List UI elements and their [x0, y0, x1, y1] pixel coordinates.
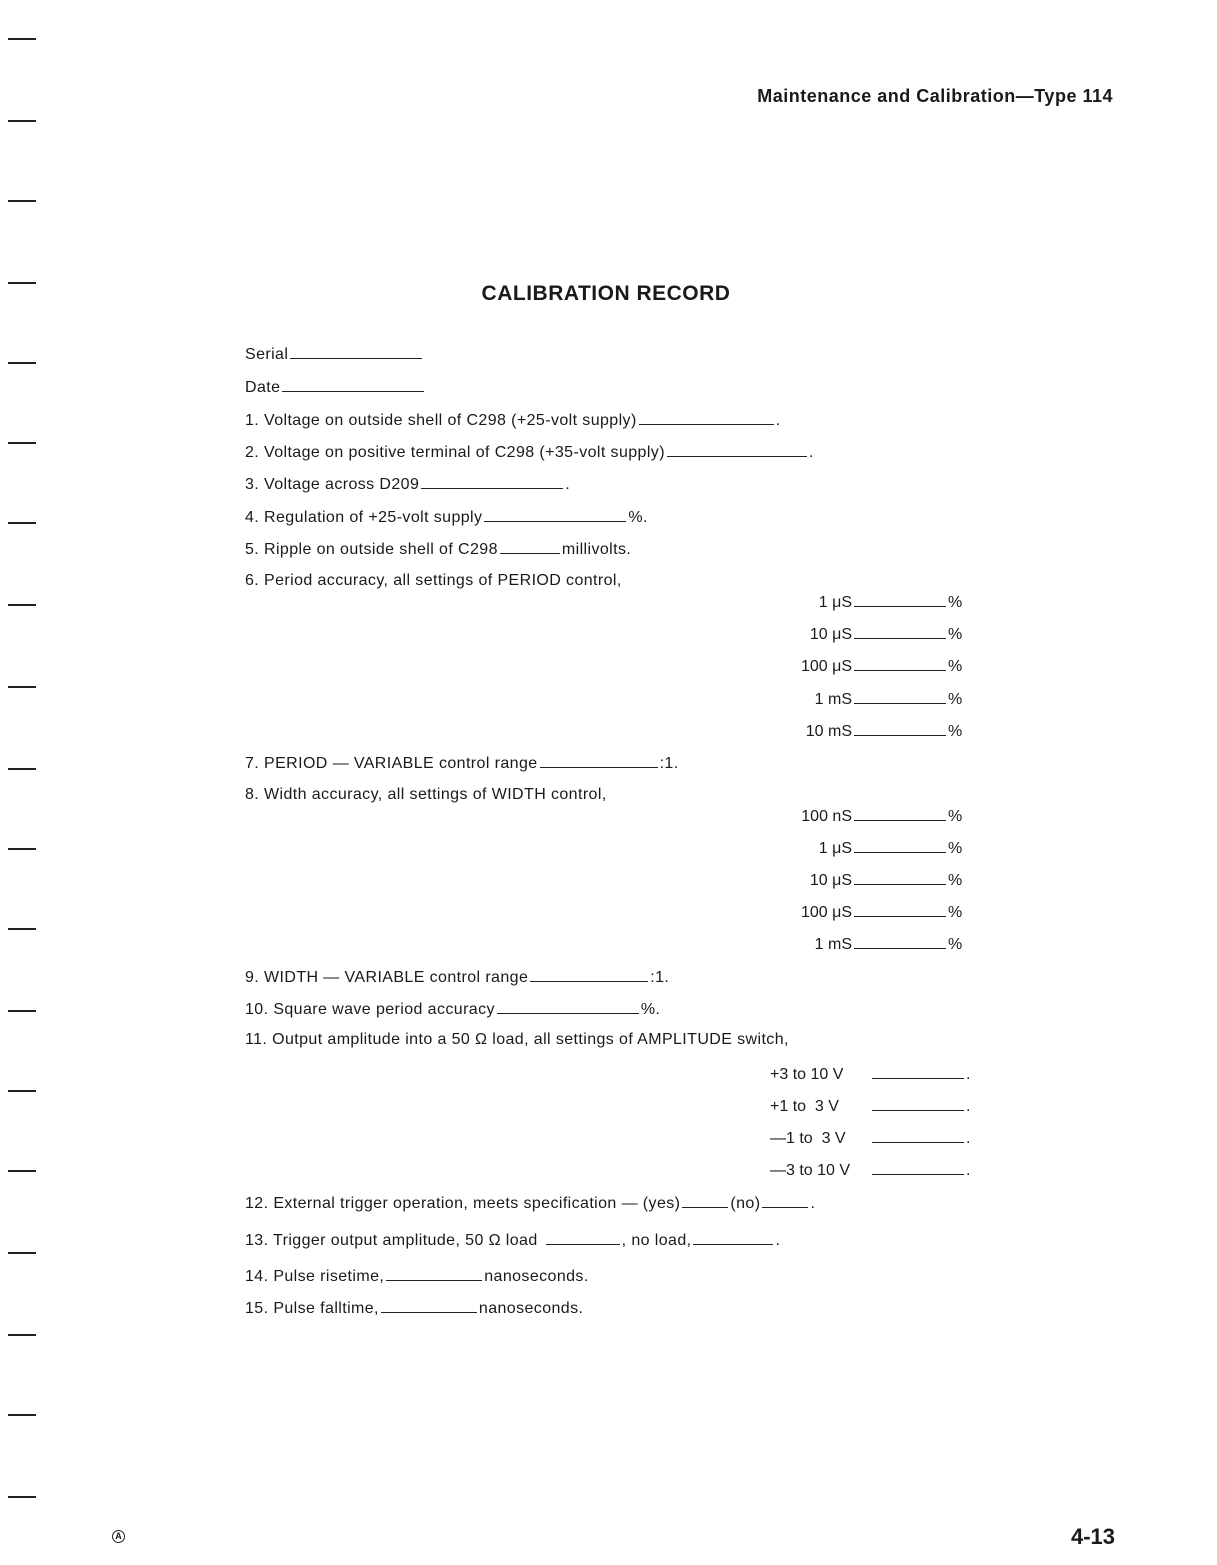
amplitude-setting-plus1-3 — [770, 1096, 970, 1116]
item-1 — [245, 410, 781, 430]
answer-blank[interactable] — [854, 902, 946, 917]
answer-blank[interactable] — [872, 1160, 964, 1175]
unit: % — [948, 904, 963, 921]
period-setting-1ms — [780, 689, 962, 709]
amplitude-setting-minus1-3 — [770, 1128, 970, 1148]
no-label: (no) — [730, 1195, 761, 1212]
item-end: nanoseconds. — [484, 1268, 589, 1285]
item-end: %. — [640, 1001, 661, 1018]
period-setting-1us — [780, 592, 962, 612]
answer-blank[interactable] — [667, 442, 807, 457]
item-2 — [245, 442, 814, 462]
item-text: Pulse risetime, — [273, 1268, 385, 1285]
item-3 — [245, 474, 570, 494]
no-load-blank[interactable] — [693, 1230, 773, 1245]
item-end: millivolts. — [561, 541, 632, 558]
item-14 — [245, 1266, 589, 1286]
binder-mark — [8, 1090, 36, 1092]
period-setting-10ms — [780, 721, 962, 741]
setting-label: 10 mS — [805, 723, 852, 740]
item-number: 2. — [245, 444, 260, 461]
item-end: . — [808, 444, 814, 461]
binder-mark — [8, 1252, 36, 1254]
width-setting-1ms — [780, 934, 962, 954]
setting-label: 10 μS — [809, 872, 852, 889]
answer-blank[interactable] — [540, 753, 658, 768]
answer-blank[interactable] — [854, 721, 946, 736]
unit: % — [948, 626, 963, 643]
item-text: Voltage on outside shell of C298 (+25-volt supply) — [264, 412, 637, 429]
item-number: 4. — [245, 509, 260, 526]
item-number: 15. — [245, 1300, 269, 1317]
answer-blank[interactable] — [854, 838, 946, 853]
binder-mark — [8, 1010, 36, 1012]
item-text: Ripple on outside shell of C298 — [264, 541, 498, 558]
yes-blank[interactable] — [682, 1193, 728, 1208]
date-label: Date — [245, 379, 281, 396]
serial-blank[interactable] — [290, 344, 422, 359]
item-text: WIDTH — VARIABLE control range — [264, 969, 529, 986]
running-header: Maintenance and Calibration—Type 114 — [757, 86, 1113, 106]
item-end: :1. — [659, 755, 679, 772]
binder-mark — [8, 200, 36, 202]
answer-blank[interactable] — [421, 474, 563, 489]
serial-label: Serial — [245, 346, 289, 363]
item-text: Period accuracy, all settings of PERIOD control, — [264, 572, 622, 589]
item-6 — [245, 572, 622, 590]
item-text: Square wave period accuracy — [273, 1001, 495, 1018]
item-end: . — [775, 412, 781, 429]
answer-blank[interactable] — [497, 999, 639, 1014]
period-setting-10us — [780, 624, 962, 644]
unit: % — [948, 691, 963, 708]
item-number: 3. — [245, 476, 260, 493]
amplitude-setting-plus3-10 — [770, 1064, 970, 1084]
unit: % — [948, 594, 963, 611]
binder-mark — [8, 1334, 36, 1336]
item-end: nanoseconds. — [478, 1300, 584, 1317]
item-5 — [245, 539, 631, 559]
binder-mark — [8, 768, 36, 770]
item-number: 6. — [245, 572, 260, 589]
binder-mark — [8, 1170, 36, 1172]
answer-blank[interactable] — [639, 410, 774, 425]
item-end: . — [966, 1066, 971, 1083]
item-number: 1. — [245, 412, 260, 429]
period-setting-100us — [780, 656, 962, 676]
unit: % — [948, 808, 963, 825]
binder-mark — [8, 38, 36, 40]
width-setting-1us — [780, 838, 962, 858]
answer-blank[interactable] — [386, 1266, 482, 1281]
binder-mark — [8, 522, 36, 524]
item-text: Voltage across D209 — [264, 476, 420, 493]
item-end: . — [966, 1098, 971, 1115]
publisher-logo: A — [112, 1530, 125, 1543]
unit: % — [948, 840, 963, 857]
binder-mark — [8, 848, 36, 850]
unit: % — [948, 936, 963, 953]
unit: % — [948, 872, 963, 889]
item-9 — [245, 967, 669, 987]
item-13 — [245, 1230, 780, 1250]
setting-label: —3 to 10 V — [770, 1162, 851, 1179]
setting-label: 1 mS — [814, 691, 852, 708]
item-number: 10. — [245, 1001, 269, 1018]
no-blank[interactable] — [762, 1193, 808, 1208]
page-number: 4-13 — [1070, 1524, 1115, 1549]
item-number: 9. — [245, 969, 260, 986]
setting-label: 1 mS — [814, 936, 852, 953]
item-number: 8. — [245, 786, 260, 803]
item-end: %. — [628, 509, 648, 526]
item-15 — [245, 1298, 583, 1318]
binder-mark — [8, 928, 36, 930]
binder-mark — [8, 362, 36, 364]
binder-mark — [8, 442, 36, 444]
serial-field — [245, 344, 424, 364]
item-8 — [245, 786, 607, 804]
item-12 — [245, 1193, 815, 1213]
date-blank[interactable] — [282, 377, 424, 392]
answer-blank[interactable] — [500, 539, 560, 554]
item-text: Trigger output amplitude, 50 Ω load — [273, 1232, 538, 1249]
item-text: Regulation of +25-volt supply — [264, 509, 483, 526]
setting-label: +1 to 3 V — [770, 1098, 839, 1115]
answer-blank[interactable] — [872, 1064, 964, 1079]
item-end: . — [565, 476, 571, 493]
item-11 — [245, 1031, 789, 1049]
item-end: . — [966, 1162, 971, 1179]
item-text: Width accuracy, all settings of WIDTH control, — [264, 786, 607, 803]
item-number: 12. — [245, 1195, 269, 1212]
answer-blank[interactable] — [854, 592, 946, 607]
setting-label: 1 μS — [818, 840, 852, 857]
item-number: 11. — [245, 1031, 268, 1048]
setting-label: 100 μS — [800, 904, 852, 921]
item-end: . — [775, 1232, 781, 1249]
answer-blank[interactable] — [872, 1096, 964, 1111]
item-text: External trigger operation, meets specification — (yes) — [273, 1195, 681, 1212]
setting-label: +3 to 10 V — [770, 1066, 844, 1083]
answer-blank[interactable] — [854, 870, 946, 885]
page-title: CALIBRATION RECORD — [481, 282, 731, 305]
unit: % — [948, 723, 963, 740]
item-number: 7. — [245, 755, 260, 772]
item-10 — [245, 999, 660, 1019]
width-setting-100us — [780, 902, 962, 922]
item-end: :1. — [650, 969, 670, 986]
item-text: Output amplitude into a 50 Ω load, all settings of AMPLITUDE switch, — [272, 1031, 789, 1048]
setting-label: 10 μS — [809, 626, 852, 643]
answer-blank[interactable] — [854, 624, 946, 639]
answer-blank[interactable] — [854, 806, 946, 821]
item-text: PERIOD — VARIABLE control range — [264, 755, 538, 772]
answer-blank[interactable] — [381, 1298, 477, 1313]
answer-blank[interactable] — [854, 934, 946, 949]
answer-blank[interactable] — [872, 1128, 964, 1143]
item-end: . — [966, 1130, 971, 1147]
setting-label: 1 μS — [818, 594, 852, 611]
setting-label: 100 μS — [800, 658, 852, 675]
width-setting-10us — [780, 870, 962, 890]
no-load-label: , no load, — [621, 1232, 692, 1249]
item-4 — [245, 507, 648, 527]
binder-mark — [8, 686, 36, 688]
answer-blank[interactable] — [530, 967, 648, 982]
setting-label: —1 to 3 V — [770, 1130, 846, 1147]
setting-label: 100 nS — [801, 808, 852, 825]
item-text: Pulse falltime, — [273, 1300, 379, 1317]
item-text: Voltage on positive terminal of C298 (+35-volt supply) — [264, 444, 665, 461]
item-number: 13. — [245, 1232, 269, 1249]
loaded-blank[interactable] — [546, 1230, 620, 1245]
item-number: 14. — [245, 1268, 269, 1285]
item-number: 5. — [245, 541, 260, 558]
unit: % — [948, 658, 963, 675]
binder-mark — [8, 604, 36, 606]
amplitude-setting-minus3-10 — [770, 1160, 970, 1180]
binder-mark — [8, 120, 36, 122]
item-end: . — [810, 1195, 816, 1212]
date-field — [245, 377, 426, 397]
binder-mark — [8, 1496, 36, 1498]
answer-blank[interactable] — [484, 507, 626, 522]
answer-blank[interactable] — [854, 656, 946, 671]
answer-blank[interactable] — [854, 689, 946, 704]
binder-mark — [8, 1414, 36, 1416]
width-setting-100ns — [780, 806, 962, 826]
item-7 — [245, 753, 679, 773]
